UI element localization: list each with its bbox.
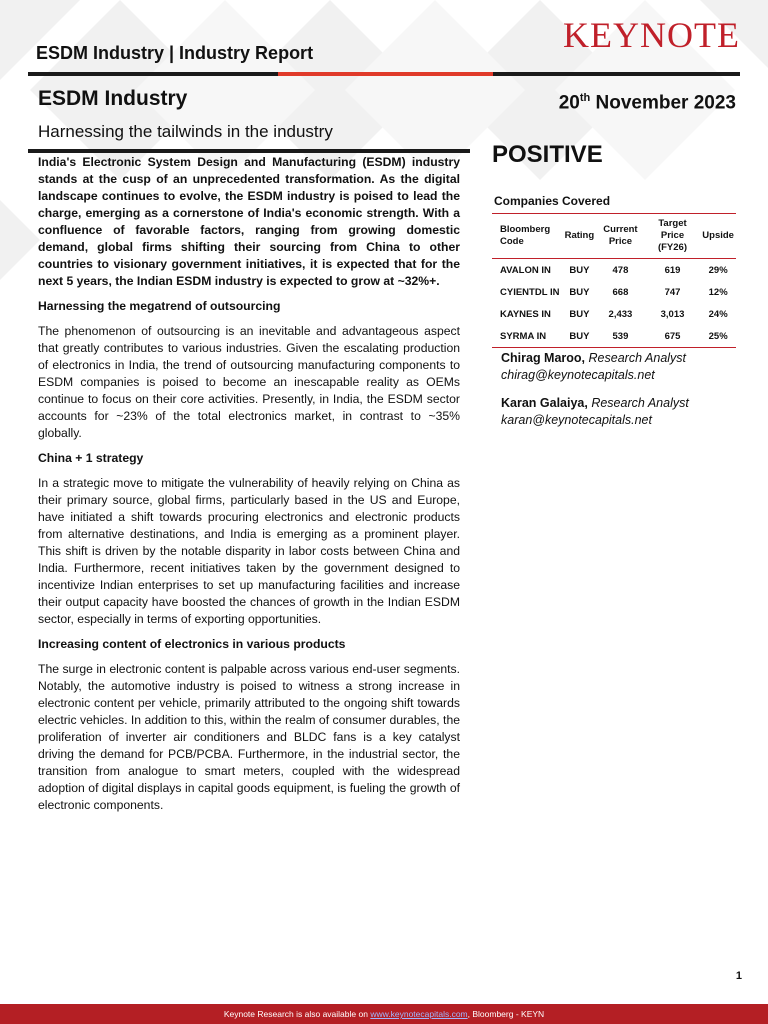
analyst-email[interactable]: karan@keynotecapitals.net <box>501 413 652 427</box>
section-body-china-plus-one: In a strategic move to mitigate the vulnerability of heavily relying on China as their primary source, global firms, particularly based in the US and Europe, have initiated a shift towards procuring electronics and electronic products from alternative destinations, and India is emerging as a prominent player. This shift is driven by the notable disparity in labor costs between China and India. Furthermore, recent initiatives taken by the government designed to incentivize Indian enterprises to set up manufacturing facilities and increase their output capacity have boosted the chances of growth in the Indian ESDM sector, especially in terms of exporting opportunities. <box>38 476 460 626</box>
header-divider <box>28 72 740 76</box>
stance-label: POSITIVE <box>492 141 603 168</box>
cell-target-price: 675 <box>645 325 701 348</box>
page-number: 1 <box>735 970 742 982</box>
companies-covered-label: Companies Covered <box>494 194 611 208</box>
cell-code: KAYNES IN <box>500 308 551 320</box>
cell-current-price: 478 <box>612 264 629 276</box>
column-header-upside: Upside <box>700 214 736 259</box>
cell-rating: BUY <box>569 308 590 320</box>
keynote-logo: KEYNOTE <box>563 15 740 55</box>
page-subtitle: Harnessing the tailwinds in the industry <box>38 122 333 141</box>
table-header-row <box>492 214 736 259</box>
cell-code: AVALON IN <box>500 264 551 276</box>
report-type-title: ESDM Industry | Industry Report <box>36 43 314 63</box>
column-header-rating: Rating <box>563 214 597 259</box>
section-heading-china-plus-one: China + 1 strategy <box>38 451 144 465</box>
section-body-electronics-content: The surge in electronic content is palpable across various end-user segments. Notably, the automotive industry is poised to witness a strong increase in electronic content per vehicle, primarily attributed to the ongoing shift towards electric vehicles. In addition to this, within the realm of consumer durables, the proliferation of inverter air conditioners and BLDC fans is a key catalyst driving the demand for PCB/PCBA. Furthermore, in the industrial sector, the transition from analogue to smart meters, coupled with the widespread adoption of digital displays in capital goods equipment, is fueling the growth of electronic components. <box>38 662 460 812</box>
footer-prefix: Keynote Research is also available on <box>223 1009 371 1019</box>
table-row <box>492 281 736 303</box>
analyst-role: Research Analyst <box>585 351 687 365</box>
footer-website-link[interactable]: www.keynotecapitals.com <box>370 1009 468 1019</box>
cell-code: CYIENTDL IN <box>500 286 560 298</box>
section-heading-electronics-content: Increasing content of electronics in various products <box>38 637 346 651</box>
cell-code: SYRMA IN <box>492 325 563 348</box>
date-suffix: th <box>579 92 591 104</box>
column-header-current-price: Current Price <box>596 214 645 259</box>
cell-upside: 25% <box>700 325 736 348</box>
left-column-divider <box>28 149 470 153</box>
cell-target-price: 619 <box>664 264 681 276</box>
column-header-target-price: Target Price (FY26) <box>645 214 701 259</box>
table-row <box>492 259 736 282</box>
date-rest: November 2023 <box>590 92 736 114</box>
cell-current-price: 668 <box>612 286 629 298</box>
cell-upside: 24% <box>708 308 728 320</box>
analyst-name: Karan Galaiya, <box>501 396 588 410</box>
analyst-card <box>501 350 686 384</box>
report-date <box>559 92 736 114</box>
cell-upside: 29% <box>708 264 728 276</box>
analyst-role: Research Analyst <box>587 396 689 410</box>
cell-current-price: 2,433 <box>608 308 633 320</box>
main-text-column <box>38 154 460 822</box>
page-title: ESDM Industry <box>38 87 188 110</box>
column-header-bloomberg-code: Bloomberg Code <box>492 214 563 259</box>
cell-rating: BUY <box>569 286 590 298</box>
cell-target-price: 3,013 <box>660 308 685 320</box>
companies-covered-table <box>492 213 736 348</box>
intro-paragraph: India's Electronic System Design and Manufacturing (ESDM) industry stands at the cusp of an unprecedented transformation. As the digital landscape continues to evolve, the ESDM industry is poised to lead the charge, emerging as a cornerstone of India's economic strength. With a confluence of favorable factors, ranging from growing domestic demand, global firms shifting their sourcing from China to other countries to visionary government initiatives, it is expected that for the next 5 years, the Indian ESDM industry is expected to grow at ~32%+. <box>38 155 460 288</box>
analyst-email[interactable]: chirag@keynotecapitals.net <box>501 368 655 382</box>
analyst-name: Chirag Maroo, <box>501 351 586 365</box>
section-body-outsourcing: The phenomenon of outsourcing is an inevitable and advantageous aspect that greatly contributes to various industries. Given the escalating production of electronics in India, the trend of outsourcing manufacturing components to ESDM companies is poised to become an inescapable reality as OEMs continue to focus on their core activities. Presently, in India, the ESDM sector accounts for ~23% of the total electronics market, in contrast to ~35% globally. <box>38 324 460 440</box>
table-row <box>492 303 736 325</box>
footer-suffix: , Bloomberg - KEYN <box>467 1009 545 1019</box>
analyst-card <box>501 395 689 429</box>
cell-rating: BUY <box>569 264 590 276</box>
table-row <box>492 325 736 348</box>
cell-rating: BUY <box>563 325 597 348</box>
cell-upside: 12% <box>708 286 728 298</box>
date-day: 20 <box>558 92 580 114</box>
header-divider-accent <box>278 72 493 76</box>
section-heading-outsourcing: Harnessing the megatrend of outsourcing <box>38 299 281 313</box>
cell-current-price: 539 <box>596 325 645 348</box>
footer-bar <box>0 1004 768 1024</box>
cell-target-price: 747 <box>664 286 681 298</box>
